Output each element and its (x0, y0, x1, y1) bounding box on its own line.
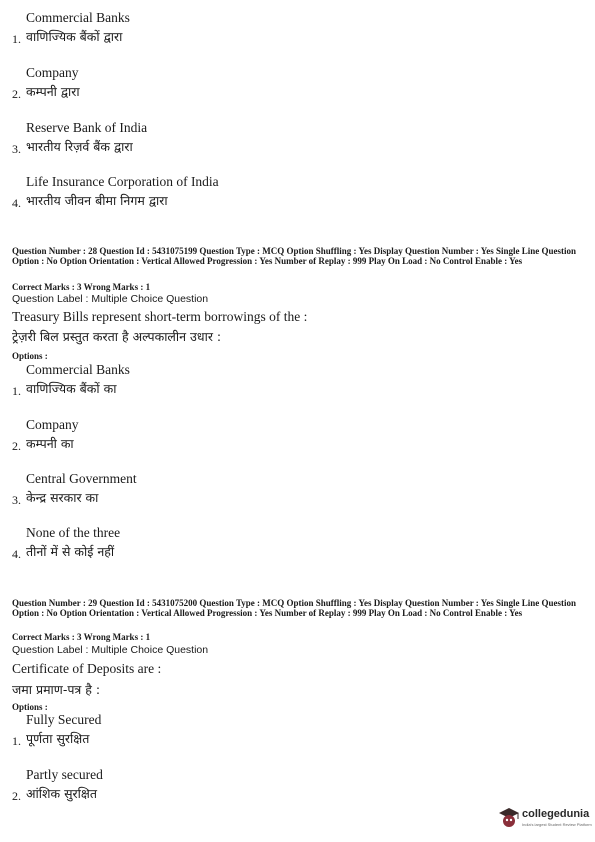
option-text-hi: तीनों में से कोई नहीं (26, 544, 115, 559)
option-text-hi: भारतीय रिज़र्व बैंक द्वारा (26, 139, 133, 154)
option-number: 1. (12, 384, 21, 398)
option-text-en: Commercial Banks (26, 10, 130, 25)
marks-info: Correct Marks : 3 Wrong Marks : 1 (12, 282, 151, 292)
graduate-cap-icon (498, 806, 520, 830)
option-number: 2. (12, 87, 21, 101)
option-text-hi: पूर्णता सुरक्षित (26, 731, 90, 746)
options-heading: Options : (12, 351, 48, 361)
option-number: 3. (12, 493, 21, 507)
question-metadata: Question Number : 29 Question Id : 5431075200 Question Type : MCQ Option Shuffling : Yes Display Question Number : Yes Single Line Question Option : No Option Orientation : Vertical Allowed Progression : Yes Number of Replay : 999 Play On Load : No Control Enable : Yes (12, 598, 576, 618)
question-text-en: Certificate of Deposits are : (12, 661, 162, 676)
question-label: Question Label : Multiple Choice Question (12, 644, 209, 656)
option-number: 2. (12, 789, 21, 803)
option-text-en: Central Government (26, 471, 137, 486)
option-text-hi: केन्द्र सरकार का (26, 490, 99, 505)
option-text-hi: कम्पनी द्वारा (26, 84, 80, 99)
option-number: 2. (12, 439, 21, 453)
option-text-en: Company (26, 65, 79, 80)
option-text-hi: भारतीय जीवन बीमा निगम द्वारा (26, 193, 168, 208)
option-text-hi: कम्पनी का (26, 436, 74, 451)
question-label: Question Label : Multiple Choice Question (12, 293, 209, 305)
option-number: 1. (12, 32, 21, 46)
question-text-hi: ट्रेज़री बिल प्रस्तुत करता है अल्पकालीन उधार : (12, 329, 222, 344)
option-number: 3. (12, 142, 21, 156)
options-heading: Options : (12, 702, 48, 712)
brand-tagline: India's largest Student Review Platform (522, 822, 592, 827)
question-text-hi: जमा प्रमाण-पत्र है : (12, 682, 101, 697)
option-text-en: Commercial Banks (26, 362, 130, 377)
option-text-en: Reserve Bank of India (26, 120, 148, 135)
collegedunia-logo (498, 806, 590, 832)
option-text-hi: आंशिक सुरक्षित (26, 786, 97, 801)
question-metadata: Question Number : 28 Question Id : 5431075199 Question Type : MCQ Option Shuffling : Yes Display Question Number : Yes Single Line Question Option : No Option Orientation : Vertical Allowed Progression : Yes Number of Replay : 999 Play On Load : No Control Enable : Yes (12, 246, 576, 266)
option-text-en: Partly secured (26, 767, 103, 782)
option-text-en: Life Insurance Corporation of India (26, 174, 219, 189)
option-text-en: None of the three (26, 525, 121, 540)
option-text-hi: वाणिज्यिक बैंकों द्वारा (26, 29, 123, 44)
marks-info: Correct Marks : 3 Wrong Marks : 1 (12, 632, 151, 642)
option-text-en: Company (26, 417, 79, 432)
option-text-en: Fully Secured (26, 712, 102, 727)
option-number: 4. (12, 196, 21, 210)
option-number: 1. (12, 734, 21, 748)
question-text-en: Treasury Bills represent short-term borrowings of the : (12, 309, 308, 324)
option-number: 4. (12, 547, 21, 561)
option-text-hi: वाणिज्यिक बैंकों का (26, 381, 117, 396)
brand-name: collegedunia (522, 808, 590, 820)
